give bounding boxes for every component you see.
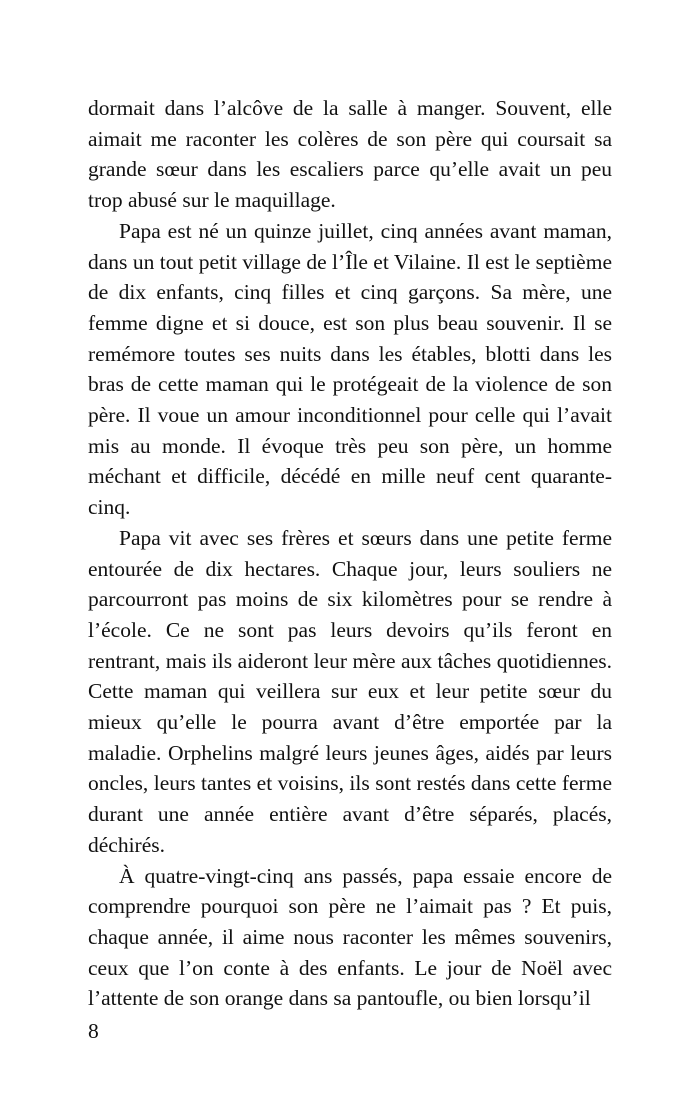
body-text bbox=[88, 93, 612, 1014]
page-number: 8 bbox=[88, 1019, 99, 1043]
paragraph-farm-life: Papa vit avec ses frères et sœurs dans une petite ferme entourée de dix hectares. Chaque jour, leurs souliers ne parcourront pas moins de six kilomètres pour se rendre à l’école. Ce ne sont pas leurs devoirs qu’ils feront en rentrant, mais ils aideront leur mère aux tâches quotidiennes. Cette maman qui veillera sur eux et leur petite sœur du mieux qu’elle le pourra avant d’être emportée par la maladie. Orphelins malgré leurs jeunes âges, aidés par leurs oncles, leurs tantes et voisins, ils sont restés dans cette ferme durant une année entière avant d’être séparés, placés, déchirés. bbox=[88, 525, 612, 857]
paragraph-continued: dormait dans l’alcôve de la salle à manger. Souvent, elle aimait me raconter les colères de son père qui coursait sa grande sœur dans les escaliers parce qu’elle avait un peu trop abusé sur le maquillage. bbox=[88, 96, 612, 213]
paragraph-memories: À quatre-vingt-cinq ans passés, papa essaie encore de comprendre pourquoi son père ne l’aimait pas ? Et puis, chaque année, il aime nous raconter les mêmes souvenirs, ceux que l’on conte à des enfants. Le jour de Noël avec l’attente de son orange dans sa pantoufle, ou bien lorsqu’il bbox=[88, 863, 612, 1011]
paragraph-papa-born: Papa est né un quinze juillet, cinq années avant maman, dans un tout petit village de l’Île et Vilaine. Il est le septième de dix enfants, cinq filles et cinq garçons. Sa mère, une femme digne et si douce, est son plus beau souvenir. Il se remémore toutes ses nuits dans les étables, blotti dans les bras de cette maman qui le protégeait de la violence de son père. Il voue un amour inconditionnel pour celle qui l’avait mis au monde. Il évoque très peu son père, un homme méchant et difficile, décédé en mille neuf cent quarante-cinq. bbox=[88, 218, 612, 520]
